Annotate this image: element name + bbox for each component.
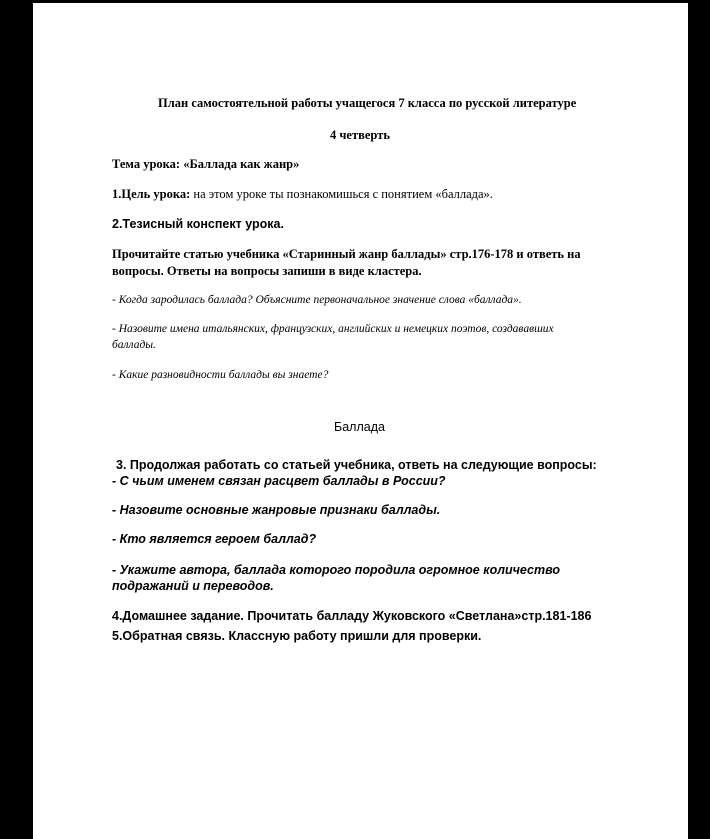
lesson-goal — [112, 187, 493, 202]
document-page — [33, 3, 688, 839]
center-word-ballada: Баллада — [334, 420, 385, 434]
homework-line: 4.Домашнее задание. Прочитать балладу Жуковского «Светлана»стр.181-186 — [112, 609, 592, 623]
feedback-line: 5.Обратная связь. Классную работу пришли для проверки. — [112, 629, 482, 643]
instruction-line-2: вопросы. Ответы на вопросы запиши в виде кластера. — [112, 264, 422, 278]
section-3-question-2: - Назовите основные жанровые признаки баллады. — [112, 503, 441, 517]
question-2-line-1: - Назовите имена итальянских, французских, английских и немецких поэтов, создававших — [112, 323, 554, 335]
section-3-heading: 3. Продолжая работать со статьей учебника, ответь на следующие вопросы: — [116, 458, 597, 472]
lesson-topic — [112, 157, 299, 172]
goal-text: на этом уроке ты познакомишься с понятием «баллада». — [193, 187, 493, 201]
topic-value: «Баллада как жанр» — [183, 157, 300, 171]
section-3-question-1: - С чьим именем связан расцвет баллады в России? — [112, 474, 446, 488]
goal-label: 1.Цель урока: — [112, 187, 191, 201]
question-2-line-2: баллады. — [112, 339, 156, 351]
question-3: - Какие разновидности баллады вы знаете? — [112, 369, 329, 381]
topic-label: Тема урока: — [112, 157, 181, 171]
instruction-line-1: Прочитайте статью учебника «Старинный жанр баллады» стр.176-178 и ответь на — [112, 247, 581, 261]
thesis-heading: 2.Тезисный конспект урока. — [112, 217, 284, 231]
section-3-question-4-line-2: подражаний и переводов. — [112, 579, 274, 593]
question-1: - Когда зародилась баллада? Объясните первоначальное значение слова «баллада». — [112, 294, 522, 306]
document-title: План самостоятельной работы учащегося 7 класса по русской литературе — [158, 96, 577, 110]
section-3-question-3: - Кто является героем баллад? — [112, 532, 317, 546]
quarter-label: 4 четверть — [330, 128, 390, 142]
section-3-question-4-line-1: - Укажите автора, баллада которого породила огромное количество — [112, 563, 560, 577]
